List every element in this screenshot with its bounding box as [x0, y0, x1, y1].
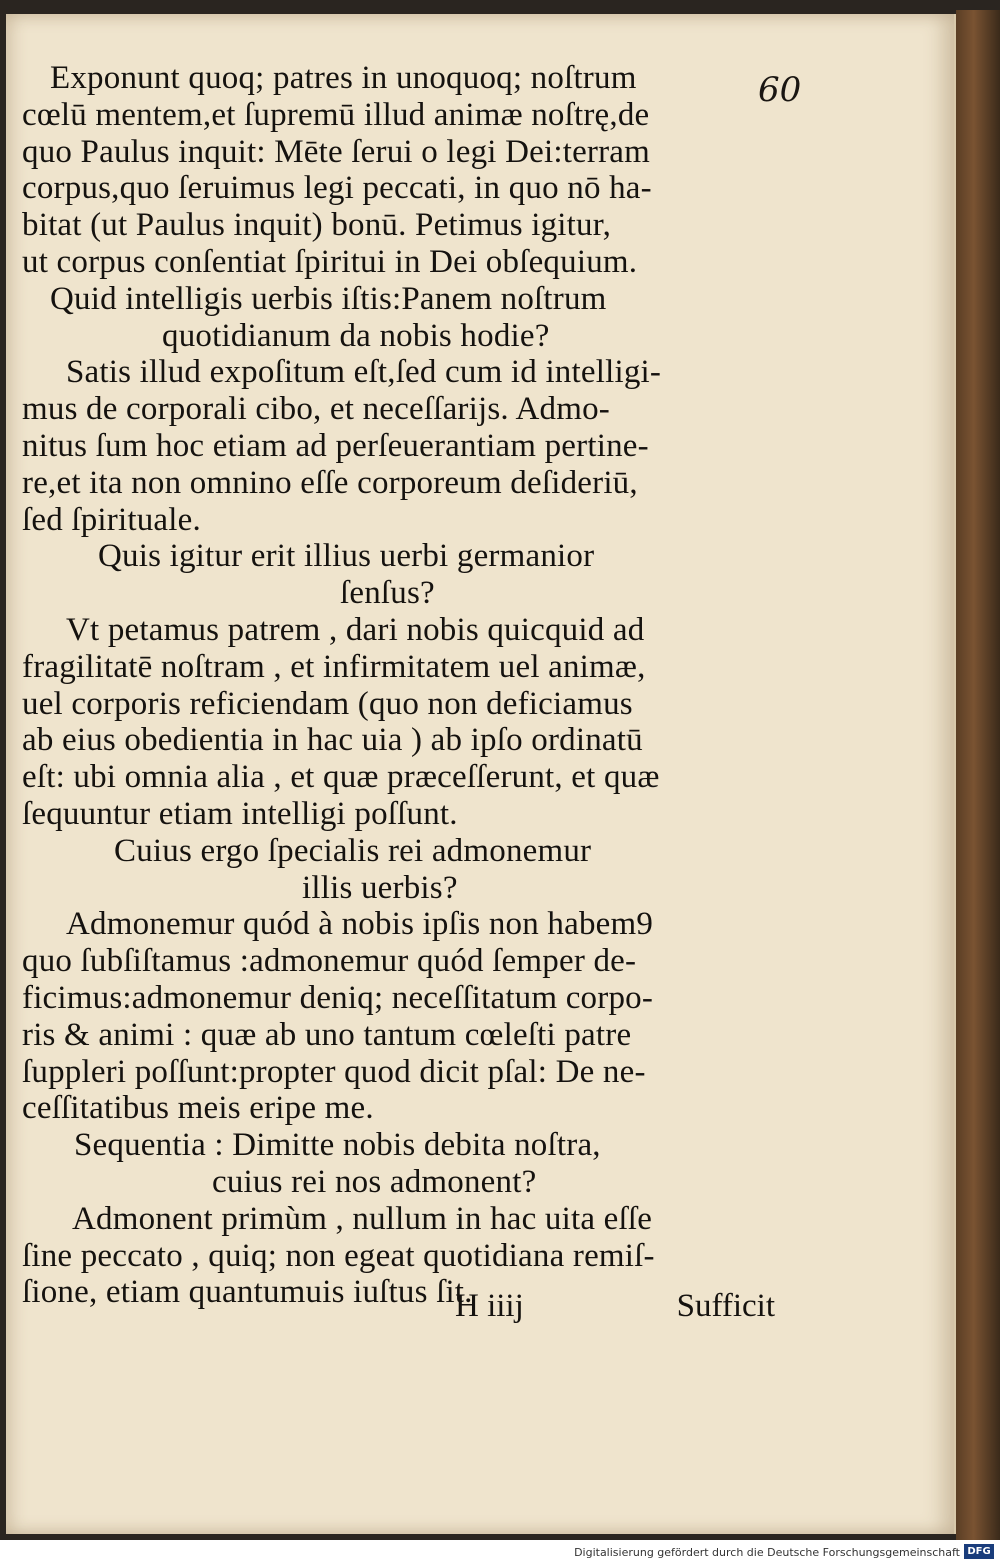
text-line: ceſſitatibus meis eripe me. — [22, 1090, 374, 1127]
question-heading: ſenſus? — [340, 575, 435, 612]
text-line: ſine peccato , quiq; non egeat quotidiana remiſ- — [22, 1237, 655, 1274]
question-heading: Quis igitur erit illius uerbi germanior — [98, 538, 595, 575]
text-line: bitat (ut Paulus inquit) bonū. Petimus igitur, — [22, 207, 612, 244]
book-fore-edge — [956, 10, 1000, 1540]
signature-mark: H iiij — [455, 1288, 524, 1324]
text-line: ſione, etiam quantumuis iuſtus ſit. — [22, 1274, 473, 1311]
digitization-footer — [0, 1540, 1000, 1564]
text-line: ficimus:admonemur deniq; neceſſitatum corpo- — [22, 979, 654, 1016]
question-heading: illis uerbis? — [302, 869, 458, 906]
question-heading: quotidianum da nobis hodie? — [162, 317, 550, 354]
question-heading: Sequentia : Dimitte nobis debita noſtra, — [74, 1127, 601, 1164]
text-line: Vt petamus patrem , dari nobis quicquid ad — [66, 611, 645, 648]
text-line: ut corpus conſentiat ſpiritui in Dei obſequium. — [22, 243, 638, 280]
catchword: Sufficit — [676, 1288, 775, 1324]
dfg-logo: DFG — [964, 1544, 994, 1559]
text-line: re,et ita non omnino eſſe corporeum deſideriū, — [22, 464, 638, 501]
body-text — [0, 60, 960, 1311]
text-line: Admonemur quód à nobis ipſis non habem9 — [66, 906, 654, 943]
text-line: Admonent primùm , nullum in hac uita eſſe — [72, 1200, 653, 1237]
question-heading: Cuius ergo ſpecialis rei admonemur — [114, 832, 592, 869]
text-line: mus de corporali cibo, et neceſſarijs. Admo- — [22, 391, 610, 428]
text-line: quo Paulus inquit: Mēte ſerui o legi Dei:terram — [22, 133, 651, 170]
text-line: nitus ſum hoc etiam ad perſeuerantiam pertine- — [22, 427, 649, 464]
text-line: ſuppleri poſſunt:propter quod dicit pſal: De ne- — [22, 1053, 646, 1090]
text-line: Exponunt quoq; patres in unoquoq; noſtrum — [50, 60, 637, 96]
text-line: corpus,quo ſeruimus legi peccati, in quo nō ha- — [22, 170, 652, 207]
text-line: Satis illud expoſitum eſt,ſed cum id intelligi- — [66, 354, 662, 391]
dfg-credit: Digitalisierung gefördert durch die Deutsche Forschungsgemeinschaft — [574, 1546, 960, 1559]
text-line: ris & animi : quæ ab uno tantum cœleſti patre — [22, 1016, 632, 1053]
text-line: ſed ſpirituale. — [22, 501, 201, 538]
text-line: ab eius obedientia in hac uia ) ab ipſo ordinatū — [22, 722, 643, 759]
text-line: uel corporis reficiendam (quo non deficiamus — [22, 685, 633, 722]
text-line: ſequuntur etiam intelligi poſſunt. — [22, 795, 458, 832]
text-line: cœlū mentem,et ſupremū illud animæ noſtrę,de — [22, 96, 650, 133]
question-heading: cuius rei nos admonent? — [212, 1163, 537, 1200]
folio-number: 60 — [758, 70, 802, 110]
question-heading: Quid intelligis uerbis iſtis:Panem noſtrum — [50, 280, 607, 317]
text-line: eſt: ubi omnia alia , et quæ præceſſerunt, et quæ — [22, 759, 660, 796]
text-line: quo ſubſiſtamus :admonemur quód ſemper de- — [22, 943, 637, 980]
text-line: fragilitatē noſtram , et infirmitatem uel animæ, — [22, 648, 646, 685]
page-bottom-marks — [455, 1288, 775, 1325]
